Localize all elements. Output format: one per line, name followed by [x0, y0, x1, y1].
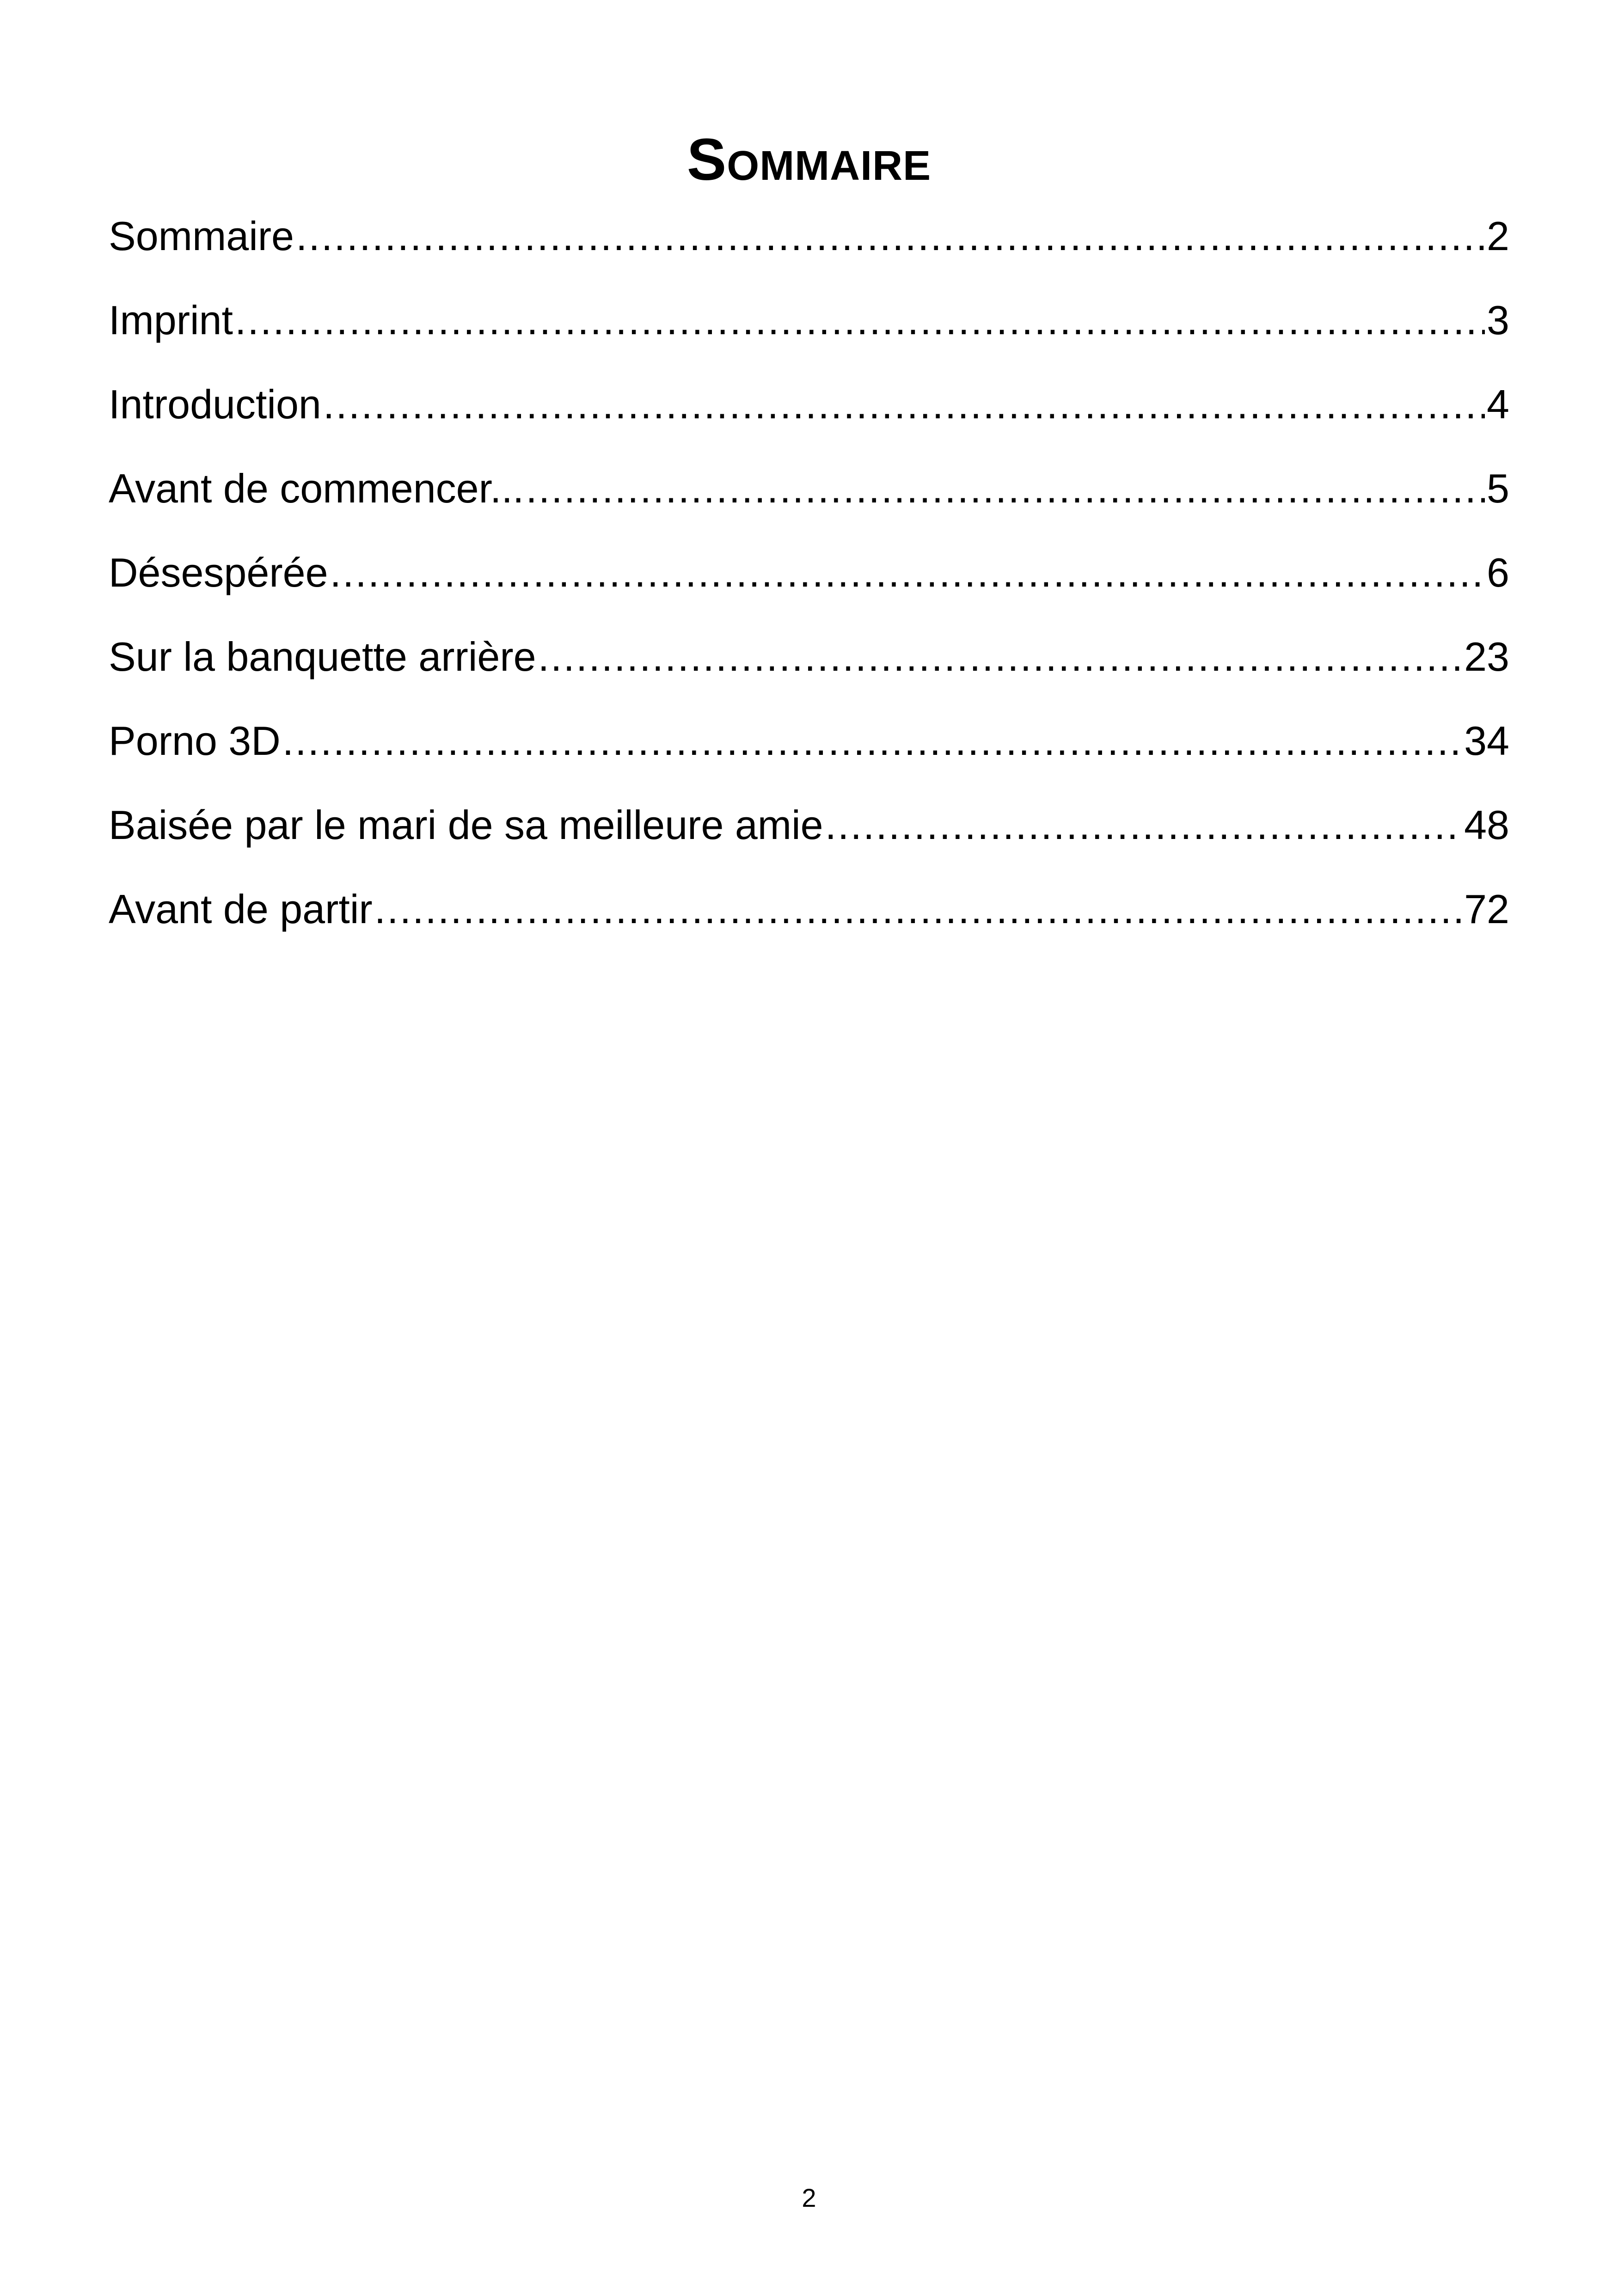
toc-entry-page: 2	[1487, 213, 1509, 259]
toc-entry[interactable]	[109, 531, 1509, 615]
toc-entry-page: 5	[1487, 465, 1509, 511]
toc-entry[interactable]	[109, 699, 1509, 783]
toc-dot-leader	[330, 531, 1485, 615]
toc-entry-label: Sur la banquette arrière	[109, 634, 536, 680]
toc-entry-page: 3	[1487, 297, 1509, 343]
toc-entry-page: 23	[1464, 634, 1509, 680]
toc-dot-leader	[825, 783, 1463, 867]
toc-entry-label: Avant de commencer...	[109, 465, 524, 511]
page-number: 2	[802, 2183, 816, 2212]
toc-entry-page: 4	[1487, 381, 1509, 427]
toc-entry-page: 48	[1464, 802, 1509, 848]
toc-entry[interactable]	[109, 615, 1509, 699]
toc-entry-page: 34	[1464, 718, 1509, 764]
toc-entry[interactable]	[109, 783, 1509, 867]
toc-dot-leader	[526, 447, 1485, 531]
toc-entry-label: Désespérée	[109, 550, 328, 595]
table-of-contents	[109, 194, 1509, 951]
toc-dot-leader	[538, 615, 1463, 699]
toc-entry-label: Avant de partir	[109, 886, 373, 932]
toc-entry[interactable]	[109, 362, 1509, 447]
toc-entry[interactable]	[109, 278, 1509, 362]
toc-entry-page: 6	[1487, 550, 1509, 595]
toc-dot-leader	[323, 362, 1485, 447]
toc-entry[interactable]	[109, 194, 1509, 278]
toc-entry-label: Sommaire	[109, 213, 294, 259]
toc-entry-label: Imprint	[109, 297, 233, 343]
page-title: Sommaire	[686, 126, 932, 193]
toc-dot-leader	[282, 699, 1462, 783]
toc-dot-leader	[235, 278, 1485, 362]
toc-dot-leader	[296, 194, 1485, 278]
toc-entry-page: 72	[1464, 886, 1509, 932]
toc-entry[interactable]	[109, 867, 1509, 951]
toc-entry[interactable]	[109, 447, 1509, 531]
toc-entry-label: Introduction	[109, 381, 321, 427]
toc-dot-leader	[374, 867, 1462, 951]
toc-entry-label: Porno 3D	[109, 718, 281, 764]
toc-entry-label: Baisée par le mari de sa meilleure amie	[109, 802, 823, 848]
